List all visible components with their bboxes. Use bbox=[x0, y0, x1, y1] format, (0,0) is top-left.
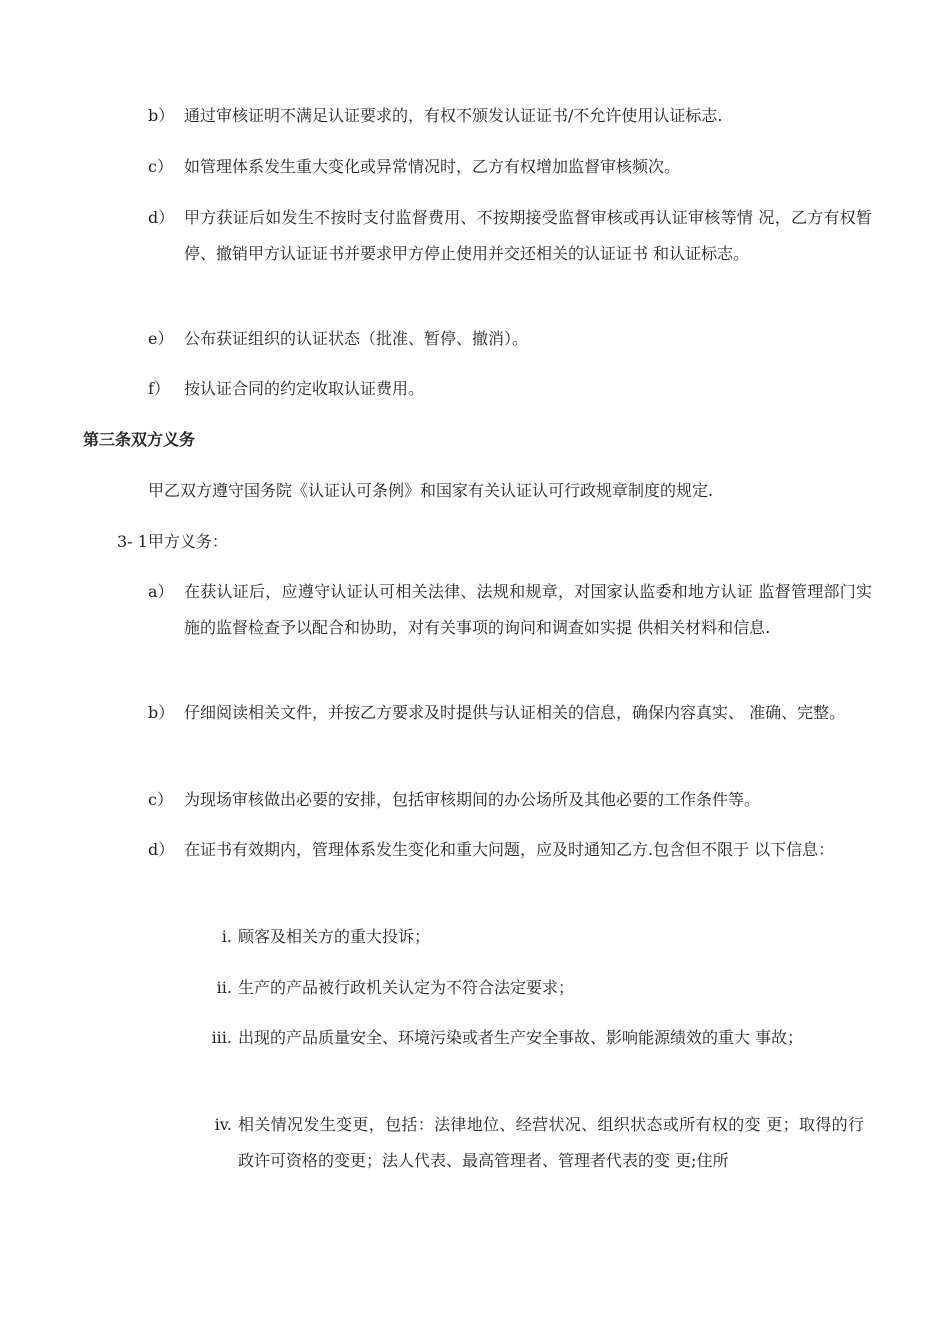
roman-item-ii bbox=[184, 970, 864, 1006]
item-label: e） bbox=[148, 329, 174, 348]
duty-item-a bbox=[148, 574, 872, 646]
roman-text: 生产的产品被行政机关认定为不符合法定要求； bbox=[238, 978, 575, 997]
duty-item-c bbox=[148, 782, 872, 818]
duty-item-b bbox=[148, 695, 872, 731]
item-text: 甲方获证后如发生不按时支付监督费用、不按期接受监督审核或再认证审核等情 况，乙方有权暂停、撤销甲方认证证书并要求甲方停止使用并交还相关的认证证书 和认证标志。 bbox=[184, 208, 872, 263]
item-text: 通过审核证明不满足认证要求的，有权不颁发认证证书/不允许使用认证标志. bbox=[184, 106, 723, 125]
roman-label: iv. bbox=[214, 1115, 232, 1134]
item-text: 仔细阅读相关文件，并按乙方要求及时提供与认证相关的信息，确保内容真实、 准确、完整。 bbox=[184, 703, 846, 722]
roman-text: 相关情况发生变更，包括：法律地位、经营状况、组织状态或所有权的变 更；取得的行政许可资格的变更；法人代表、最高管理者、管理者代表的变 更;住所 bbox=[238, 1115, 864, 1170]
item-label: c） bbox=[148, 790, 173, 809]
item-label: d） bbox=[148, 840, 175, 859]
roman-label: i. bbox=[221, 927, 232, 946]
item-label: c） bbox=[148, 157, 173, 176]
item-text: 为现场审核做出必要的安排，包括审核期间的办公场所及其他必要的工作条件等。 bbox=[184, 790, 761, 809]
rights-item-c bbox=[148, 149, 872, 185]
item-text: 在获认证后，应遵守认证认可相关法律、法规和规章，对国家认监委和地方认证 监督管理部门实施的监督检查予以配合和协助，对有关事项的询问和调查如实提 供相关材料和信息. bbox=[184, 582, 872, 637]
roman-item-iii bbox=[184, 1020, 864, 1056]
item-text: 如管理体系发生重大变化或异常情况时，乙方有权增加监督审核频次。 bbox=[184, 157, 681, 176]
rights-item-e bbox=[148, 321, 872, 357]
roman-label: iii. bbox=[211, 1028, 232, 1047]
item-label: a） bbox=[148, 582, 174, 601]
roman-label: ii. bbox=[216, 978, 232, 997]
rights-item-f bbox=[148, 371, 872, 407]
subsection-heading: 3- 1甲方义务： bbox=[117, 532, 228, 551]
duty-item-d bbox=[148, 832, 872, 868]
item-text: 按认证合同的约定收取认证费用。 bbox=[184, 379, 425, 398]
item-label: d） bbox=[148, 208, 175, 227]
rights-item-b bbox=[148, 98, 872, 134]
roman-item-i bbox=[184, 919, 864, 955]
roman-text: 出现的产品质量安全、环境污染或者生产安全事故、影响能源绩效的重大 事故； bbox=[238, 1028, 804, 1047]
roman-text: 顾客及相关方的重大投诉； bbox=[238, 927, 431, 946]
item-text: 在证书有效期内，管理体系发生变化和重大问题，应及时通知乙方.包含但不限于 以下信息： bbox=[184, 840, 835, 859]
item-text: 公布获证组织的认证状态（批准、暂停、撤消）。 bbox=[184, 329, 529, 348]
rights-item-d bbox=[148, 200, 872, 272]
section-heading: 第三条双方义务 bbox=[83, 430, 196, 449]
item-label: b） bbox=[148, 703, 175, 722]
item-label: f） bbox=[148, 379, 170, 398]
item-label: b） bbox=[148, 106, 175, 125]
section-intro: 甲乙双方遵守国务院《认证认可条例》和国家有关认证认可行政规章制度的规定. bbox=[148, 481, 714, 500]
roman-item-iv bbox=[184, 1107, 864, 1179]
